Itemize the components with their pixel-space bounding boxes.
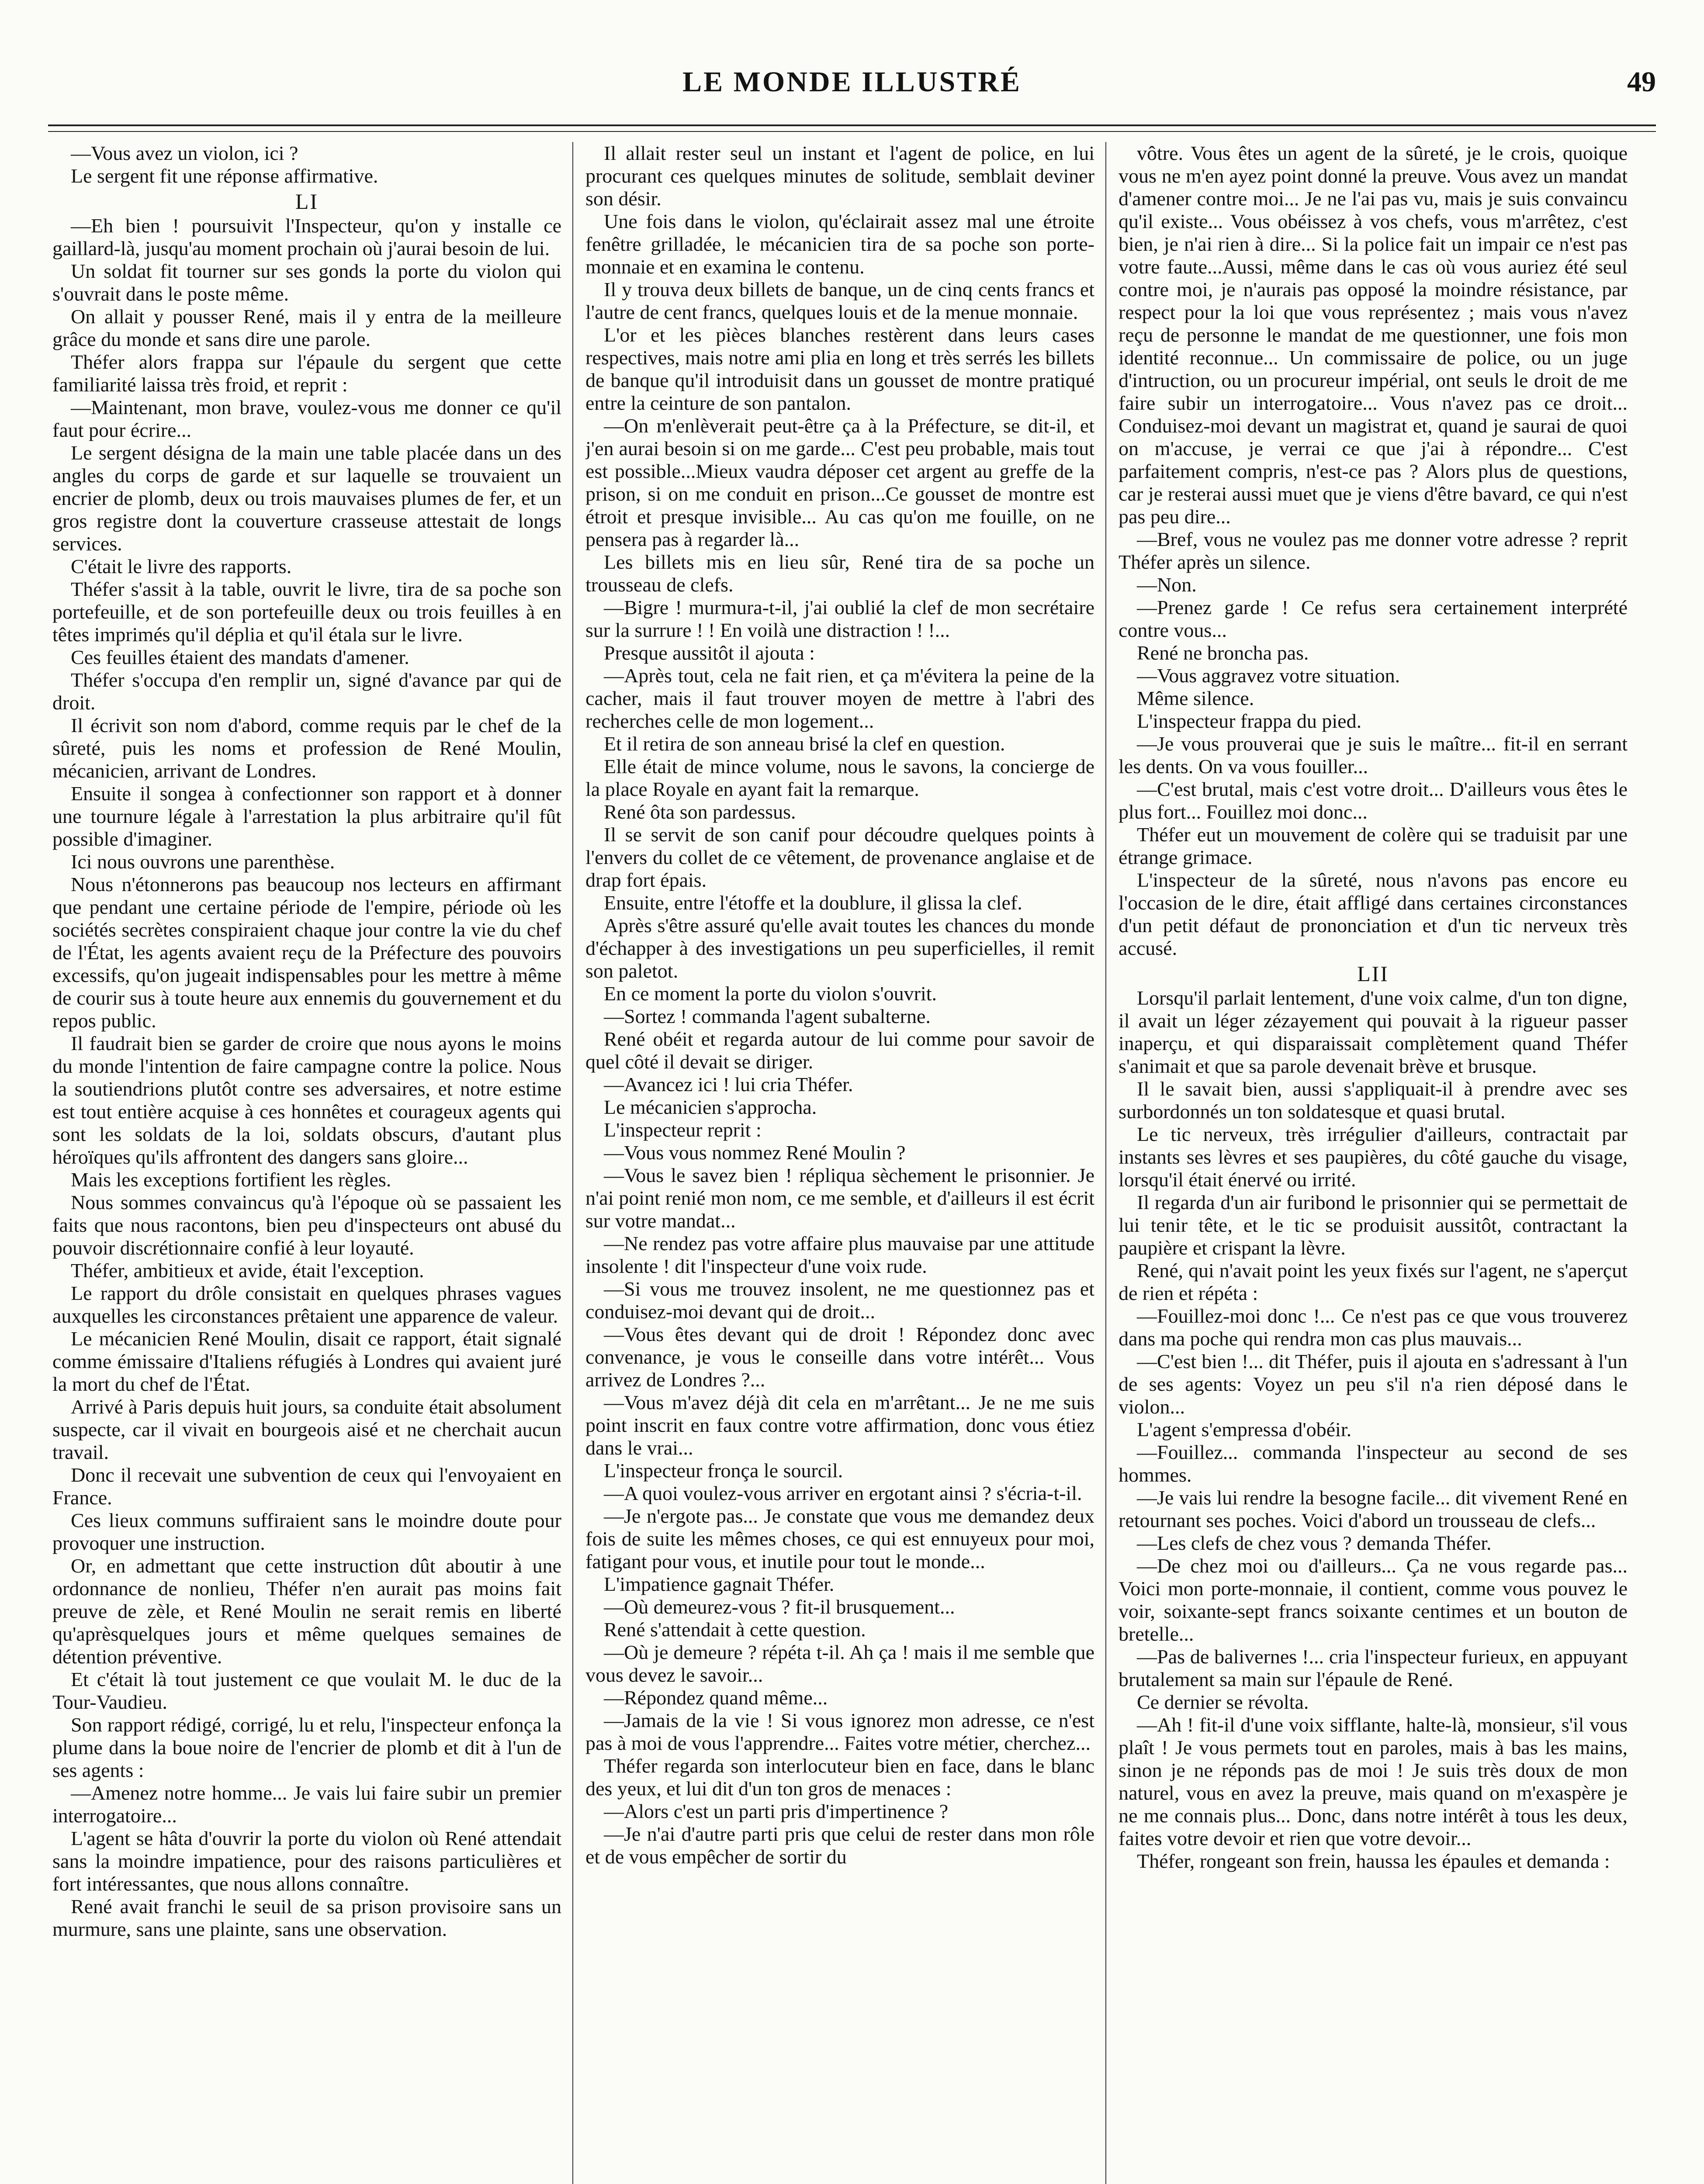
paragraph: —Alors c'est un parti pris d'impertinence ? [604,1800,949,1822]
paragraph: Le sergent fit une réponse affirmative. [71,165,378,187]
paragraph: —Vous le savez bien ! répliqua sèchement le prisonnier. Je n'ai point renié mon nom, ce me semble, et d'ailleurs il est écrit sur votre mandat... [585,1164,1094,1232]
paragraph: Le mécanicien René Moulin, disait ce rapport, était signalé comme émissaire d'Italiens réfugiés à Londres qui avaient juré la mort du chef de l'État. [52,1327,561,1395]
paragraph: Ce dernier se révolta. [1137,1691,1309,1713]
paragraph: —A quoi voulez-vous arriver en ergotant ainsi ? s'écria-t-il. [604,1482,1082,1504]
paragraph: —Je n'ergote pas... Je constate que vous me demandez deux fois de suite les mêmes choses, ce qui est ennuyeux pour moi, fatigant pour vous, et inutile pour tout le monde... [585,1505,1094,1572]
paragraph: —C'est bien !... dit Théfer, puis il ajouta en s'adressant à l'un de ses agents: Voyez un peu s'il n'a rien déposé dans le violon... [1119,1350,1628,1418]
paragraph: C'était le livre des rapports. [71,555,292,577]
paragraph: Ensuite, entre l'étoffe et la doublure, il glissa la clef. [604,892,1022,914]
header-rule [48,124,1656,126]
masthead-title: LE MONDE ILLUSTRÉ [682,66,1022,98]
paragraph: —Non. [1137,574,1197,596]
paragraph: —Avancez ici ! lui cria Théfer. [604,1073,853,1095]
paragraph: Ces lieux communs suffiraient sans le moindre doute pour provoquer une instruction. [52,1509,561,1554]
paragraph: Le sergent désigna de la main une table placée dans un des angles du corps de garde et sur laquelle se trouvaient un encrier de plomb, deux ou trois mauvaises plumes de fer, et un gros registre dont la couverture crasseuse attestait de longs services. [52,442,561,555]
paragraph: —Bigre ! murmura-t-il, j'ai oublié la clef de mon secrétaire sur la surrure ! ! En voilà une distraction ! !... [585,596,1094,641]
chapter-heading: LI [295,189,319,214]
paragraph: —Vous avez un violon, ici ? [71,142,298,164]
paragraph: Après s'être assuré qu'elle avait toutes les chances du monde d'échapper à des investigations un peu superficielles, il remit son paletot. [585,914,1094,982]
paragraph: —Après tout, cela ne fait rien, et ça m'évitera la peine de la cacher, mais il faut trouver moyen de mettre à l'abri des recherches celle de mon logement... [585,664,1094,732]
paragraph: —Vous m'avez déjà dit cela en m'arrêtant... Je ne me suis point inscrit en faux contre votre affirmation, donc vous étiez dans le vrai... [585,1391,1094,1459]
paragraph: Les billets mis en lieu sûr, René tira de sa poche un trousseau de clefs. [585,551,1094,596]
paragraph: —Fouillez... commanda l'inspecteur au second de ses hommes. [1119,1441,1628,1486]
paragraph: Théfer, ambitieux et avide, était l'exception. [71,1259,424,1282]
paragraph: Théfer alors frappa sur l'épaule du sergent que cette familiarité laissa très froid, et reprit : [52,351,561,396]
paragraph: Nous sommes convaincus qu'à l'époque où se passaient les faits que nous racontons, bien peu d'inspecteurs ont abusé du pouvoir discrétionnaire confié à leur loyauté. [52,1191,561,1259]
paragraph: —Pas de balivernes !... cria l'inspecteur furieux, en appuyant brutalement sa main sur l'épaule de René. [1119,1645,1628,1690]
paragraph: —Ne rendez pas votre affaire plus mauvaise par une attitude insolente ! dit l'inspecteur d'une voix rude. [585,1232,1094,1277]
paragraph: L'inspecteur de la sûreté, nous n'avons pas encore eu l'occasion de le dire, était affligé dans certaines circonstances d'un petit défaut de prononciation et d'un tic nerveux très accusé. [1119,869,1628,959]
paragraph: Ici nous ouvrons une parenthèse. [71,850,335,873]
column-1 [52,142,561,2184]
paragraph: —C'est brutal, mais c'est votre droit... D'ailleurs vous êtes le plus fort... Fouillez moi donc... [1119,778,1628,823]
paragraph: Il regarda d'un air furibond le prisonnier qui se permettait de lui tenir tête, et le tic se produisit aussitôt, contractant la paupière et crispant la lèvre. [1119,1191,1628,1259]
paragraph: Ces feuilles étaient des mandats d'amener. [71,646,409,668]
paragraph: —On m'enlèverait peut-être ça à la Préfecture, se dit-il, et j'en aurai besoin si on me garde... C'est peu probable, mais tout est possible...Mieux vaudra déposer cet argent au greffe de la prison, si on me conduit en prison...Ce gousset de montre est étroit et presque invisible... Au cas qu'on me fouille, on ne pensera pas à regarder là... [585,415,1094,550]
paragraph: Même silence. [1137,687,1254,709]
paragraph: —Eh bien ! poursuivit l'Inspecteur, qu'on y installe ce gaillard-là, jusqu'au moment prochain où j'aurai besoin de lui. [52,214,561,259]
paragraph: —Où je demeure ? répéta t-il. Ah ça ! mais il me semble que vous devez le savoir... [585,1641,1094,1686]
paragraph: René s'attendait à cette question. [604,1618,866,1641]
paragraph: Il faudrait bien se garder de croire que nous ayons le moins du monde l'intention de faire campagne contre la police. Nous la soutiendrions plutôt contre ses adversaires, et notre estime est tout entière acquise à ces honnêtes et courageux agents qui sont les soldats de la loi, soldats obscurs, d'autant plus héroïques qu'ils affrontent des dangers sans gloire... [52,1032,561,1168]
paragraph: Théfer s'occupa d'en remplir un, signé d'avance par qui de droit. [52,669,561,714]
column-divider [1105,142,1106,2184]
paragraph: Le tic nerveux, très irrégulier d'ailleurs, contractait par instants ses lèvres et ses paupières, du côté gauche du visage, lorsqu'il était énervé ou irrité. [1119,1123,1628,1191]
paragraph: —Prenez garde ! Ce refus sera certainement interprété contre vous... [1119,596,1628,641]
paragraph: Théfer s'assit à la table, ouvrit le livre, tira de sa poche son portefeuille, et de son portefeuille deux ou trois feuilles à en têtes imprimés qu'il déplia et qu'il étala sur le livre. [52,578,561,646]
paragraph: —Bref, vous ne voulez pas me donner votre adresse ? reprit Théfer après un silence. [1119,528,1628,573]
paragraph: Mais les exceptions fortifient les règles. [71,1168,391,1191]
paragraph: L'agent se hâta d'ouvrir la porte du violon où René attendait sans la moindre impatience, pour des raisons particulières et fort intéressantes, que nous allons connaître. [52,1827,561,1895]
header-rule-thin [48,131,1656,132]
paragraph: Une fois dans le violon, qu'éclairait assez mal une étroite fenêtre grilladée, le mécanicien tira de sa poche son porte-monnaie et en examina le contenu. [585,210,1094,278]
paragraph: René avait franchi le seuil de sa prison provisoire sans un murmure, sans une plainte, sans une observation. [52,1895,561,1940]
chapter-heading: LII [1357,961,1389,986]
paragraph: Le rapport du drôle consistait en quelques phrases vagues auxquelles les circonstances prêtaient une apparence de valeur. [52,1282,561,1327]
paragraph: En ce moment la porte du violon s'ouvrit. [604,982,937,1005]
paragraph: Un soldat fit tourner sur ses gonds la porte du violon qui s'ouvrait dans le poste même. [52,260,561,305]
paragraph: Il allait rester seul un instant et l'agent de police, en lui procurant ces quelques minutes de solitude, semblait deviner son désir. [585,142,1094,210]
paragraph: —Vous êtes devant qui de droit ! Répondez donc avec convenance, je vous le conseille dans votre intérêt... Vous arrivez de Londres ?... [585,1323,1094,1391]
paragraph: vôtre. Vous êtes un agent de la sûreté, je le crois, quoique vous ne m'en ayez point donné la preuve. Vous avez un mandat d'amener contre moi... Je ne l'ai pas vu, mais je suis convaincu qu'il existe... Vous obéissez à vos chefs, vous m'arrêtez, c'est bien, je n'ai rien à dire... Si la police fait un impair ce n'est pas votre faute...Aussi, même dans le cas où vous auriez été seul contre moi, je n'aurais pas opposé la moindre résistance, par respect pour la loi que vous représentez ; mais vous n'avez reçu de personne le mandat de me questionner, une fois mon identité reconnue... Un commissaire de police, ou un juge d'intruction, ou un procureur impérial, ont seuls le droit de me faire subir un interrogatoire... Vous n'avez pas ce droit... Conduisez-moi devant un magistrat et, quand je saurai de quoi on m'accuse, je verrai ce que j'ai à répondre... C'est parfaitement compris, n'est-ce pas ? Alors plus de questions, car je resterai aussi muet que je viens d'être bavard, ce qui n'est pas peu dire... [1119,142,1628,528]
paragraph: Le mécanicien s'approcha. [604,1096,817,1118]
paragraph: Théfer eut un mouvement de colère qui se traduisit par une étrange grimace. [1119,823,1628,868]
paragraph: —Je vais lui rendre la besogne facile... dit vivement René en retournant ses poches. Voici d'abord un trousseau de clefs... [1119,1486,1628,1531]
paragraph: —Maintenant, mon brave, voulez-vous me donner ce qu'il faut pour écrire... [52,396,561,441]
paragraph: —Si vous me trouvez insolent, ne me questionnez pas et conduisez-moi devant qui de droit... [585,1278,1094,1323]
paragraph: L'or et les pièces blanches restèrent dans leurs cases respectives, mais notre ami plia en long et très serrés les billets de banque qu'il introduisit dans un gousset de montre pratiqué entre la ceinture de son pantalon. [585,324,1094,414]
paragraph: Il se servit de son canif pour découdre quelques points à l'envers du collet de ce vêtement, de provenance anglaise et de drap fort épais. [585,823,1094,891]
paragraph: Nous n'étonnerons pas beaucoup nos lecteurs en affirmant que pendant une certaine période de l'empire, période où les sociétés secrètes conspiraient chaque jour contre la vie du chef de l'État, les agents avaient reçu de la Préfecture des pouvoirs excessifs, qu'on jugeait indispensables pour les mettre à même de courir sus à toute heure aux ennemis du gouvernement et du repos public. [52,873,561,1032]
column-2 [585,142,1094,2184]
paragraph: —Vous aggravez votre situation. [1137,664,1400,687]
paragraph: L'inspecteur reprit : [604,1119,762,1141]
paragraph: Donc il recevait une subvention de ceux qui l'envoyaient en France. [52,1464,561,1509]
column-3 [1119,142,1628,2184]
paragraph: Il y trouva deux billets de banque, un de cinq cents francs et l'autre de cent francs, quelques louis et de la menue monnaie. [585,278,1094,323]
paragraph: —Vous vous nommez René Moulin ? [604,1141,906,1164]
page-header [48,66,1656,118]
paragraph: Lorsqu'il parlait lentement, d'une voix calme, d'un ton digne, il avait un léger zézayement qui pouvait à la rigueur passer inaperçu, et qui disparaissait complètement quand Théfer s'animait et que sa parole devenait brève et brusque. [1119,987,1628,1077]
column-divider [572,142,573,2184]
paragraph: —Où demeurez-vous ? fit-il brusquement... [604,1596,955,1618]
paragraph: —Amenez notre homme... Je vais lui faire subir un premier interrogatoire... [52,1782,561,1827]
paragraph: Presque aussitôt il ajouta : [604,642,815,664]
paragraph: —Sortez ! commanda l'agent subalterne. [604,1005,931,1027]
paragraph: L'agent s'empressa d'obéir. [1137,1418,1352,1441]
page-number: 49 [1627,66,1656,98]
paragraph: Il le savait bien, aussi s'appliquait-il à prendre avec ses surbordonnés un ton soldatesque et quasi brutal. [1119,1078,1628,1123]
paragraph: L'inspecteur fronça le sourcil. [604,1459,843,1482]
paragraph: Arrivé à Paris depuis huit jours, sa conduite était absolument suspecte, car il vivait en bourgeois aisé et ne cherchait aucun travail. [52,1396,561,1463]
paragraph: René, qui n'avait point les yeux fixés sur l'agent, ne s'aperçut de rien et répéta : [1119,1259,1628,1304]
paragraph: Son rapport rédigé, corrigé, lu et relu, l'inspecteur enfonça la plume dans la boue noire de l'encrier de plomb et dit à l'un de ses agents : [52,1714,561,1781]
paragraph: Et il retira de son anneau brisé la clef en question. [604,733,1005,755]
paragraph: L'impatience gagnait Théfer. [604,1573,835,1595]
paragraph: On allait y pousser René, mais il y entra de la meilleure grâce du monde et sans dire une parole. [52,305,561,350]
paragraph: René ôta son pardessus. [604,801,796,823]
paragraph: Théfer, rongeant son frein, haussa les épaules et demanda : [1137,1850,1610,1872]
paragraph: René ne broncha pas. [1137,642,1309,664]
paragraph: —Je n'ai d'autre parti pris que celui de rester dans mon rôle et de vous empêcher de sortir du [585,1823,1094,1868]
paragraph: Et c'était là tout justement ce que voulait M. le duc de la Tour-Vaudieu. [52,1668,561,1713]
paragraph: —Jamais de la vie ! Si vous ignorez mon adresse, ce n'est pas à moi de vous l'apprendre... Faites votre métier, cherchez... [585,1709,1094,1754]
paragraph: —Ah ! fit-il d'une voix sifflante, halte-là, monsieur, s'il vous plaît ! Je vous permets tout en paroles, mais à bas les mains, sinon je ne réponds pas de moi ! Je suis très doux de mon naturel, vous en avez la preuve, mais quand on m'exaspère je ne me connais plus... Donc, dans notre intérêt à tous les deux, faites votre devoir et rien que votre devoir... [1119,1714,1628,1849]
paragraph: Ensuite il songea à confectionner son rapport et à donner une tournure légale à l'arrestation la plus arbitraire qu'il fût possible d'imaginer. [52,782,561,850]
paragraph: —Les clefs de chez vous ? demanda Théfer. [1137,1532,1492,1554]
paragraph: Il écrivit son nom d'abord, comme requis par le chef de la sûreté, puis les noms et profession de René Moulin, mécanicien, arrivant de Londres. [52,714,561,782]
paragraph: —Répondez quand même... [604,1686,828,1709]
paragraph: L'inspecteur frappa du pied. [1137,710,1362,732]
paragraph: —Fouillez-moi donc !... Ce n'est pas ce que vous trouverez dans ma poche qui rendra mon cas plus mauvais... [1119,1305,1628,1350]
paragraph: René obéit et regarda autour de lui comme pour savoir de quel côté il devait se diriger. [585,1028,1094,1073]
paragraph: —Je vous prouverai que je suis le maître... fit-il en serrant les dents. On va vous fouiller... [1119,733,1628,778]
paragraph: Elle était de mince volume, nous le savons, la concierge de la place Royale en ayant fait la remarque. [585,755,1094,800]
paragraph: Théfer regarda son interlocuteur bien en face, dans le blanc des yeux, et lui dit d'un ton gros de menaces : [585,1755,1094,1800]
paragraph: —De chez moi ou d'ailleurs... Ça ne vous regarde pas... Voici mon porte-monnaie, il contient, comme vous pouvez le voir, soixante-sept francs soixante centimes et un bouton de bretelle... [1119,1555,1628,1645]
paragraph: Or, en admettant que cette instruction dût aboutir à une ordonnance de nonlieu, Théfer n'en aurait pas moins fait preuve de zèle, et René Moulin ne serait remis en liberté qu'aprèsquelques jours et même quelques semaines de détention préventive. [52,1555,561,1668]
